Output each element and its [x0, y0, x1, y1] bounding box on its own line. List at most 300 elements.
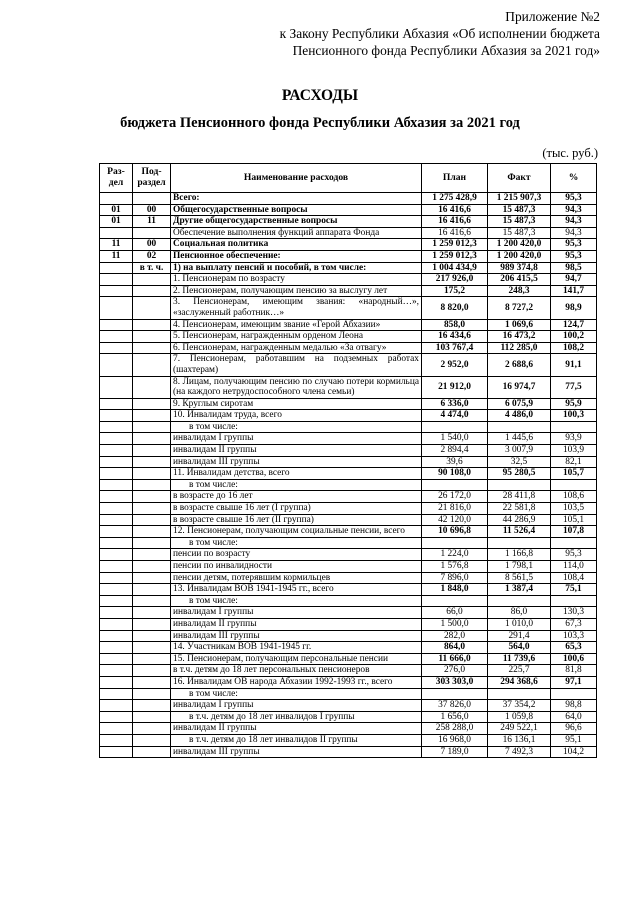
table-row: [100, 331, 597, 343]
cell-fakt: [488, 479, 551, 491]
cell-podrazdel: 02: [133, 250, 171, 262]
cell-razdel: [100, 688, 133, 700]
cell-razdel: [100, 445, 133, 457]
cell-percent: 130,3: [551, 607, 597, 619]
cell-plan: 8 820,0: [422, 297, 488, 319]
cell-razdel: [100, 297, 133, 319]
cell-podrazdel: [133, 607, 171, 619]
table-row: [100, 250, 597, 262]
cell-name: Другие общегосударственные вопросы: [171, 216, 422, 228]
cell-plan: [422, 421, 488, 433]
cell-fakt: 16 473,2: [488, 331, 551, 343]
col-header-fakt: Факт: [488, 164, 551, 193]
cell-percent: 98,8: [551, 700, 597, 712]
cell-fakt: 1 200 420,0: [488, 239, 551, 251]
cell-podrazdel: [133, 274, 171, 286]
cell-razdel: 11: [100, 239, 133, 251]
cell-plan: 103 767,4: [422, 342, 488, 354]
table-row: [100, 421, 597, 433]
cell-fakt: 1 010,0: [488, 618, 551, 630]
table-row: [100, 297, 597, 319]
cell-name: 16. Инвалидам ОВ народа Абхазии 1992-1993 гг., всего: [171, 676, 422, 688]
cell-fakt: 249 522,1: [488, 723, 551, 735]
cell-percent: 94,3: [551, 216, 597, 228]
cell-plan: 7 189,0: [422, 746, 488, 758]
cell-plan: 21 912,0: [422, 376, 488, 398]
table-row: [100, 376, 597, 398]
table-body: [100, 193, 597, 758]
cell-fakt: 4 486,0: [488, 410, 551, 422]
cell-razdel: [100, 676, 133, 688]
cell-name: 5. Пенсионерам, награжденным орденом Леона: [171, 331, 422, 343]
cell-name: 12. Пенсионерам, получающим социальные пенсии, всего: [171, 526, 422, 538]
cell-podrazdel: [133, 421, 171, 433]
cell-fakt: 32,5: [488, 456, 551, 468]
cell-percent: [551, 688, 597, 700]
cell-podrazdel: [133, 319, 171, 331]
cell-fakt: [488, 688, 551, 700]
cell-podrazdel: [133, 285, 171, 297]
cell-podrazdel: [133, 537, 171, 549]
cell-plan: 282,0: [422, 630, 488, 642]
cell-percent: 94,7: [551, 274, 597, 286]
cell-podrazdel: [133, 503, 171, 515]
table-row: [100, 584, 597, 596]
cell-plan: 42 120,0: [422, 514, 488, 526]
cell-plan: [422, 595, 488, 607]
cell-percent: 96,6: [551, 723, 597, 735]
cell-name: 1) на выплату пенсий и пособий, в том числе:: [171, 262, 422, 274]
cell-plan: 4 474,0: [422, 410, 488, 422]
cell-podrazdel: 00: [133, 239, 171, 251]
cell-plan: [422, 479, 488, 491]
table-row: [100, 746, 597, 758]
cell-plan: 11 666,0: [422, 653, 488, 665]
cell-razdel: [100, 319, 133, 331]
cell-podrazdel: [133, 491, 171, 503]
cell-percent: 64,0: [551, 711, 597, 723]
cell-razdel: [100, 723, 133, 735]
cell-name: 8. Лицам, получающим пенсию по случаю потери кормильца (на каждого нетрудоспособного члена семьи): [171, 376, 422, 398]
cell-fakt: 1 059,8: [488, 711, 551, 723]
cell-name: 3. Пенсионерам, имеющим звания: «народный…», «заслуженный работник…»: [171, 297, 422, 319]
cell-plan: 26 172,0: [422, 491, 488, 503]
cell-name: в том числе:: [171, 537, 422, 549]
cell-percent: 82,1: [551, 456, 597, 468]
cell-podrazdel: [133, 479, 171, 491]
appendix-label: Приложение №2: [505, 9, 600, 24]
cell-plan: 1 259 012,3: [422, 239, 488, 251]
table-row: [100, 537, 597, 549]
cell-razdel: [100, 421, 133, 433]
cell-razdel: [100, 746, 133, 758]
cell-fakt: 989 374,8: [488, 262, 551, 274]
cell-percent: 95,3: [551, 549, 597, 561]
cell-plan: 1 275 428,9: [422, 193, 488, 205]
cell-fakt: 248,3: [488, 285, 551, 297]
cell-razdel: [100, 711, 133, 723]
table-header-row: [100, 164, 597, 193]
cell-plan: 16 416,6: [422, 216, 488, 228]
cell-podrazdel: [133, 584, 171, 596]
cell-name: 10. Инвалидам труда, всего: [171, 410, 422, 422]
cell-razdel: [100, 734, 133, 746]
cell-percent: 98,5: [551, 262, 597, 274]
cell-razdel: 11: [100, 250, 133, 262]
table-row: [100, 445, 597, 457]
cell-plan: 7 896,0: [422, 572, 488, 584]
cell-percent: 100,6: [551, 653, 597, 665]
cell-plan: 1 259 012,3: [422, 250, 488, 262]
cell-razdel: [100, 376, 133, 398]
cell-podrazdel: [133, 398, 171, 410]
cell-plan: 16 416,6: [422, 204, 488, 216]
cell-percent: 108,2: [551, 342, 597, 354]
cell-fakt: 8 561,5: [488, 572, 551, 584]
units-label: (тыс. руб.): [542, 146, 598, 160]
table-row: [100, 665, 597, 677]
cell-plan: 258 288,0: [422, 723, 488, 735]
table-row: [100, 618, 597, 630]
cell-plan: [422, 688, 488, 700]
cell-razdel: [100, 572, 133, 584]
col-header-plan: План: [422, 164, 488, 193]
cell-name: в возрасте свыше 16 лет (II группа): [171, 514, 422, 526]
table-row: [100, 688, 597, 700]
cell-fakt: [488, 421, 551, 433]
cell-plan: 16 434,6: [422, 331, 488, 343]
table-row: [100, 479, 597, 491]
table-row: [100, 456, 597, 468]
cell-fakt: 225,7: [488, 665, 551, 677]
cell-name: Пенсионное обеспечение:: [171, 250, 422, 262]
cell-name: инвалидам I группы: [171, 607, 422, 619]
cell-podrazdel: 11: [133, 216, 171, 228]
cell-name: инвалидам II группы: [171, 445, 422, 457]
cell-razdel: [100, 491, 133, 503]
cell-percent: 67,3: [551, 618, 597, 630]
cell-razdel: [100, 398, 133, 410]
table-row: [100, 193, 597, 205]
cell-razdel: [100, 433, 133, 445]
table-row: [100, 723, 597, 735]
cell-fakt: 11 526,4: [488, 526, 551, 538]
table-row: [100, 491, 597, 503]
cell-razdel: [100, 607, 133, 619]
cell-name: в т.ч. детям до 18 лет персональных пенсионеров: [171, 665, 422, 677]
cell-fakt: 1 069,6: [488, 319, 551, 331]
col-header-percent: %: [551, 164, 597, 193]
cell-plan: 21 816,0: [422, 503, 488, 515]
cell-percent: 98,9: [551, 297, 597, 319]
cell-podrazdel: [133, 526, 171, 538]
table-row: [100, 734, 597, 746]
cell-percent: 103,9: [551, 445, 597, 457]
table-row: [100, 503, 597, 515]
cell-name: инвалидам III группы: [171, 746, 422, 758]
cell-podrazdel: [133, 297, 171, 319]
cell-name: в т.ч. детям до 18 лет инвалидов II группы: [171, 734, 422, 746]
cell-fakt: 294 368,6: [488, 676, 551, 688]
cell-plan: 10 696,8: [422, 526, 488, 538]
cell-plan: 1 576,8: [422, 561, 488, 573]
cell-name: пенсии по инвалидности: [171, 561, 422, 573]
cell-fakt: [488, 595, 551, 607]
col-header-podrazdel: Под-раздел: [133, 164, 171, 193]
cell-fakt: 15 487,3: [488, 204, 551, 216]
cell-podrazdel: [133, 468, 171, 480]
cell-razdel: 01: [100, 204, 133, 216]
cell-percent: [551, 537, 597, 549]
table-row: [100, 549, 597, 561]
col-header-razdel: Раз-дел: [100, 164, 133, 193]
cell-percent: 114,0: [551, 561, 597, 573]
cell-podrazdel: [133, 227, 171, 239]
table-row: [100, 410, 597, 422]
cell-fakt: 3 007,9: [488, 445, 551, 457]
cell-fakt: 2 688,6: [488, 354, 551, 376]
cell-razdel: [100, 503, 133, 515]
cell-plan: 1 656,0: [422, 711, 488, 723]
cell-razdel: [100, 514, 133, 526]
table-row: [100, 607, 597, 619]
cell-podrazdel: [133, 734, 171, 746]
cell-name: Обеспечение выполнения функций аппарата Фонда: [171, 227, 422, 239]
cell-plan: 66,0: [422, 607, 488, 619]
cell-plan: [422, 537, 488, 549]
cell-podrazdel: [133, 711, 171, 723]
cell-percent: 91,1: [551, 354, 597, 376]
cell-percent: [551, 421, 597, 433]
document-header: [280, 8, 600, 59]
cell-plan: 858,0: [422, 319, 488, 331]
cell-name: пенсии по возрасту: [171, 549, 422, 561]
cell-name: пенсии детям, потерявшим кормильцев: [171, 572, 422, 584]
law-reference-line2: Пенсионного фонда Республики Абхазия за 2021 год»: [292, 43, 600, 58]
cell-podrazdel: [133, 331, 171, 343]
cell-plan: 2 952,0: [422, 354, 488, 376]
cell-name: 1. Пенсионерам по возрасту: [171, 274, 422, 286]
table-row: [100, 653, 597, 665]
table-row: [100, 262, 597, 274]
cell-razdel: [100, 468, 133, 480]
cell-podrazdel: [133, 445, 171, 457]
law-reference-line1: к Закону Республики Абхазия «Об исполнении бюджета: [279, 26, 600, 41]
cell-fakt: 291,4: [488, 630, 551, 642]
cell-name: Социальная политика: [171, 239, 422, 251]
table-row: [100, 319, 597, 331]
cell-razdel: [100, 549, 133, 561]
cell-name: Общегосударственные вопросы: [171, 204, 422, 216]
cell-razdel: [100, 285, 133, 297]
cell-percent: 104,2: [551, 746, 597, 758]
cell-plan: 864,0: [422, 642, 488, 654]
cell-fakt: 7 492,3: [488, 746, 551, 758]
cell-percent: 95,3: [551, 239, 597, 251]
table-row: [100, 354, 597, 376]
cell-fakt: 11 739,6: [488, 653, 551, 665]
cell-plan: 1 224,0: [422, 549, 488, 561]
cell-percent: 75,1: [551, 584, 597, 596]
cell-name: инвалидам III группы: [171, 630, 422, 642]
cell-percent: [551, 479, 597, 491]
cell-name: 9. Круглым сиротам: [171, 398, 422, 410]
cell-podrazdel: [133, 572, 171, 584]
cell-name: инвалидам I группы: [171, 700, 422, 712]
cell-podrazdel: [133, 514, 171, 526]
cell-razdel: [100, 262, 133, 274]
cell-fakt: 1 200 420,0: [488, 250, 551, 262]
cell-razdel: [100, 479, 133, 491]
cell-percent: 141,7: [551, 285, 597, 297]
cell-plan: 1 500,0: [422, 618, 488, 630]
cell-name: 14. Участникам ВОВ 1941-1945 гг.: [171, 642, 422, 654]
table-row: [100, 274, 597, 286]
cell-percent: 95,9: [551, 398, 597, 410]
cell-fakt: 44 286,9: [488, 514, 551, 526]
cell-razdel: [100, 331, 133, 343]
cell-podrazdel: [133, 433, 171, 445]
table-row: [100, 204, 597, 216]
cell-plan: 6 336,0: [422, 398, 488, 410]
cell-podrazdel: [133, 376, 171, 398]
cell-percent: 94,3: [551, 204, 597, 216]
table-row: [100, 676, 597, 688]
cell-name: в том числе:: [171, 479, 422, 491]
cell-fakt: 16 974,7: [488, 376, 551, 398]
cell-razdel: [100, 193, 133, 205]
cell-podrazdel: [133, 410, 171, 422]
cell-fakt: 15 487,3: [488, 227, 551, 239]
cell-podrazdel: [133, 354, 171, 376]
cell-percent: 93,9: [551, 433, 597, 445]
table-row: [100, 285, 597, 297]
cell-percent: [551, 595, 597, 607]
cell-podrazdel: [133, 700, 171, 712]
table-row: [100, 642, 597, 654]
cell-fakt: 1 445,6: [488, 433, 551, 445]
cell-fakt: 28 411,8: [488, 491, 551, 503]
cell-plan: 90 108,0: [422, 468, 488, 480]
cell-razdel: [100, 642, 133, 654]
cell-percent: 124,7: [551, 319, 597, 331]
cell-plan: 1 004 434,9: [422, 262, 488, 274]
cell-razdel: [100, 653, 133, 665]
cell-razdel: [100, 342, 133, 354]
cell-name: 6. Пенсионерам, награжденным медалью «За отвагу»: [171, 342, 422, 354]
cell-fakt: 95 280,5: [488, 468, 551, 480]
cell-name: инвалидам II группы: [171, 723, 422, 735]
cell-name: 4. Пенсионерам, имеющим звание «Герой Абхазии»: [171, 319, 422, 331]
table-row: [100, 700, 597, 712]
document-title: РАСХОДЫ: [281, 87, 359, 104]
table-row: [100, 433, 597, 445]
cell-name: 11. Инвалидам детства, всего: [171, 468, 422, 480]
cell-fakt: [488, 537, 551, 549]
cell-percent: 107,8: [551, 526, 597, 538]
cell-percent: 65,3: [551, 642, 597, 654]
cell-name: 2. Пенсионерам, получающим пенсию за выслугу лет: [171, 285, 422, 297]
cell-podrazdel: [133, 561, 171, 573]
cell-razdel: [100, 700, 133, 712]
cell-percent: 105,7: [551, 468, 597, 480]
cell-name: в том числе:: [171, 421, 422, 433]
cell-razdel: [100, 274, 133, 286]
cell-podrazdel: [133, 688, 171, 700]
cell-percent: 108,4: [551, 572, 597, 584]
cell-podrazdel: в т. ч.: [133, 262, 171, 274]
cell-fakt: 1 387,4: [488, 584, 551, 596]
cell-percent: 95,3: [551, 193, 597, 205]
cell-plan: 303 303,0: [422, 676, 488, 688]
cell-podrazdel: [133, 665, 171, 677]
cell-podrazdel: 00: [133, 204, 171, 216]
cell-name: 13. Инвалидам ВОВ 1941-1945 гг., всего: [171, 584, 422, 596]
cell-podrazdel: [133, 746, 171, 758]
cell-plan: 39,6: [422, 456, 488, 468]
cell-percent: 77,5: [551, 376, 597, 398]
table-row: [100, 468, 597, 480]
table-row: [100, 216, 597, 228]
expenses-table: [99, 163, 597, 758]
cell-fakt: 112 285,0: [488, 342, 551, 354]
table-row: [100, 227, 597, 239]
cell-percent: 108,6: [551, 491, 597, 503]
table-row: [100, 572, 597, 584]
cell-percent: 100,3: [551, 410, 597, 422]
cell-podrazdel: [133, 549, 171, 561]
col-header-name: Наименование расходов: [171, 164, 422, 193]
cell-podrazdel: [133, 653, 171, 665]
cell-fakt: 8 727,2: [488, 297, 551, 319]
cell-razdel: 01: [100, 216, 133, 228]
cell-podrazdel: [133, 595, 171, 607]
cell-plan: 1 848,0: [422, 584, 488, 596]
cell-plan: 16 968,0: [422, 734, 488, 746]
cell-fakt: 37 354,2: [488, 700, 551, 712]
cell-podrazdel: [133, 456, 171, 468]
cell-podrazdel: [133, 723, 171, 735]
cell-razdel: [100, 410, 133, 422]
cell-name: в возрасте до 16 лет: [171, 491, 422, 503]
cell-name: 15. Пенсионерам, получающим персональные пенсии: [171, 653, 422, 665]
cell-fakt: 22 581,8: [488, 503, 551, 515]
cell-plan: 2 894,4: [422, 445, 488, 457]
cell-razdel: [100, 630, 133, 642]
cell-name: инвалидам II группы: [171, 618, 422, 630]
cell-fakt: 86,0: [488, 607, 551, 619]
cell-percent: 97,1: [551, 676, 597, 688]
cell-podrazdel: [133, 676, 171, 688]
cell-razdel: [100, 618, 133, 630]
document-subtitle: бюджета Пенсионного фонда Республики Абхазия за 2021 год: [120, 115, 520, 131]
cell-plan: 175,2: [422, 285, 488, 297]
cell-podrazdel: [133, 618, 171, 630]
cell-name: Всего:: [171, 193, 422, 205]
cell-name: в т.ч. детям до 18 лет инвалидов I группы: [171, 711, 422, 723]
cell-fakt: 16 136,1: [488, 734, 551, 746]
table-row: [100, 342, 597, 354]
cell-percent: 94,3: [551, 227, 597, 239]
cell-fakt: 1 215 907,3: [488, 193, 551, 205]
cell-razdel: [100, 526, 133, 538]
cell-plan: 276,0: [422, 665, 488, 677]
cell-razdel: [100, 561, 133, 573]
cell-percent: 100,2: [551, 331, 597, 343]
cell-name: в том числе:: [171, 595, 422, 607]
cell-plan: 37 826,0: [422, 700, 488, 712]
cell-percent: 105,1: [551, 514, 597, 526]
